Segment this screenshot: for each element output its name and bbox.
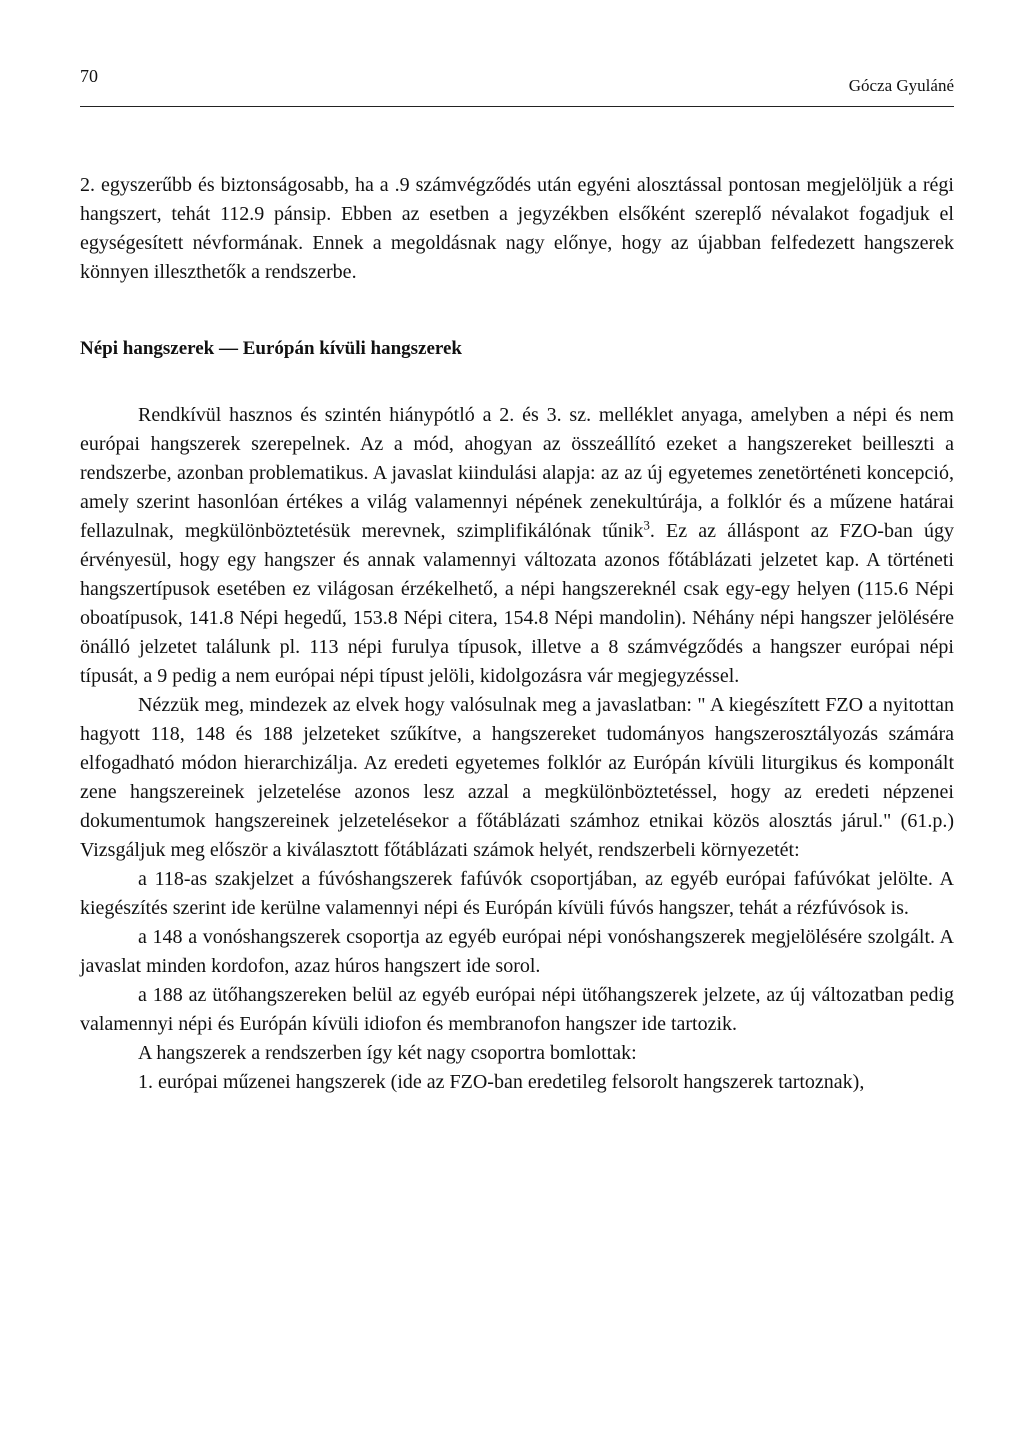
paragraph-2-text-a: Rendkívül hasznos és szintén hiánypótló a 2. és 3. sz. melléklet anyaga, amelyben a népi és nem európai hangszerek szerepelnek. Az a mód, ahogyan az összeállító ezeket a hangszereket beilleszti a rendszerbe, azonban problematikus. A javaslat kiindulási alapja: az az új egyetemes zenetörténeti koncepció, amely szerint hasonlóan értékes a világ valamennyi népének zenekultúrája, a folklór és a műzene határai fellazulnak, megkülönböztetésük merevnek, szimplifikálónak tűnik — [80, 404, 954, 542]
paragraph-8: 1. európai műzenei hangszerek (ide az FZO-ban eredetileg felsorolt hangszerek tartoznak), — [138, 1071, 865, 1093]
paragraph-1: 2. egyszerűbb és biztonságosabb, ha a .9 számvégződés után egyéni alosztással pontosan megjelöljük a régi hangszert, tehát 112.9 pánsip. Ebben az esetben a jegyzékben elsőként szereplő névalakot fogadjuk el egységesített névformának. Ennek a megoldásnak nagy előnye, hogy az újabban felfedezett hangszerek könnyen illeszthetők a rendszerbe. — [80, 174, 954, 283]
running-head-author: Gócza Gyuláné — [848, 76, 954, 95]
paragraph-5: a 148 a vonóshangszerek csoportja az egyéb európai népi vonóshangszerek megjelölésére szolgált. A javaslat minden kordofon, azaz húros hangszert ide sorol. — [80, 926, 954, 977]
page-number: 70 — [80, 66, 98, 86]
section-heading: Népi hangszerek — Európán kívüli hangszerek — [80, 338, 462, 359]
paragraph-2 — [80, 401, 954, 691]
paragraph-2-text-b: . Ez az álláspont az FZO-ban úgy érvényesül, hogy egy hangszer és annak valamennyi változata azonos főtáblázati jelzetet kap. A történeti hangszertípusok esetében ez világosan érzékelhető, a népi hangszereknél csak egy-egy helyen (115.6 Népi oboatípusok, 141.8 Népi hegedű, 153.8 Népi citera, 154.8 Népi mandolin). Néhány népi hangszer jelölésére önálló jelzetet találunk pl. 113 népi furulya típusok, illetve a 8 számvégződés a hangszer európai népi típusát, a 9 pedig a nem európai népi típust jelöli, kidolgozásra vár megjegyzéssel. — [80, 520, 954, 687]
page-body — [80, 171, 954, 1097]
paragraph-3: Nézzük meg, mindezek az elvek hogy valósulnak meg a javaslatban: " A kiegészített FZO a nyitottan hagyott 118, 148 és 188 jelzeteket szűkítve, a hangszereket tudományos hangszerosztályozás számára elfogadható módon hierarchizálja. Az eredeti egyetemes folklór az Európán kívüli liturgikus és komponált zene hangszereinek jelzetelése azonos lesz azzal a megkülönböztetéssel, hogy az eredeti népzenei dokumentumok hangszereinek jelzetelésekor a főtáblázati számhoz etnikai közös alosztás járul." (61.p.) Vizsgáljuk meg először a kiválasztott főtáblázati számok helyét, rendszerbeli környezetét: — [80, 694, 954, 861]
paragraph-6: a 188 az ütőhangszereken belül az egyéb európai népi ütőhangszerek jelzete, az új változatban pedig valamennyi népi és Európán kívüli idiofon és membranofon hangszer ide tartozik. — [80, 984, 954, 1035]
paragraph-7: A hangszerek a rendszerben így két nagy csoportra bomlottak: — [138, 1042, 637, 1064]
header-rule — [80, 106, 954, 107]
footnote-reference: 3 — [643, 517, 650, 533]
page-header — [80, 66, 954, 96]
paragraph-4: a 118-as szakjelzet a fúvóshangszerek fafúvók csoportjában, az egyéb európai fafúvókat jelölte. A kiegészítés szerint ide kerülne valamennyi népi és Európán kívüli fúvós hangszer, tehát a rézfúvósok is. — [80, 868, 954, 919]
